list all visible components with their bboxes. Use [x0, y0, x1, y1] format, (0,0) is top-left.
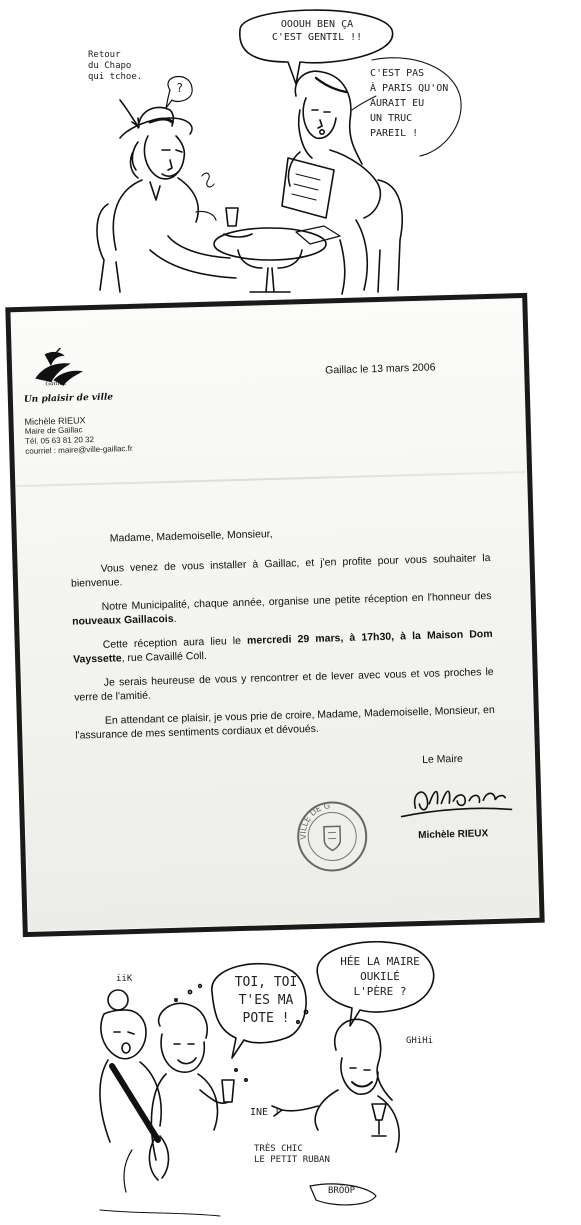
letterhead-email: courriel : maire@ville-gaillac.fr [25, 443, 133, 456]
letter-paragraph-4: Je serais heureuse de vous y rencontrer et de lever avec vous et vos proches le verre de l'amitié. [74, 665, 494, 704]
sfx-wine: INE ! [250, 1107, 281, 1118]
para3-text: Cette réception aura lieu le [102, 634, 248, 651]
para2-end: . [173, 612, 177, 625]
letter-paragraph-3 [73, 628, 494, 667]
top-panel-drawing [0, 0, 581, 300]
caption-line: du Chapo [88, 61, 132, 71]
sfx-iik: iiK [116, 974, 133, 984]
top-comic-panel [0, 0, 581, 300]
para2-text: Notre Municipalité, chaque année, organise une petite réception en l'honneur des [101, 589, 492, 613]
letter-tagline: Un plaisir de ville [23, 392, 114, 405]
caption-line: qui tchoe. [88, 72, 143, 82]
bubble-line: HÉE LA MAIRE [340, 955, 420, 968]
para3-end: , rue Cavaillé Coll. [121, 649, 207, 664]
sfx-brop: BRÔOP [328, 1186, 356, 1196]
para2-bold: nouveaux Gaillacois [71, 612, 174, 628]
speech-bubble-2 [370, 66, 460, 141]
bubble-line: T'ES MA [238, 993, 294, 1008]
bubble-line: C'EST PAS [370, 68, 425, 79]
stamp-text: VILLE DE G [298, 801, 331, 840]
letter-paper [11, 299, 538, 931]
signer-title: Le Maire [421, 752, 464, 766]
letterhead-contact [24, 414, 132, 457]
bubble-line: UN TRUC [370, 113, 413, 124]
handwritten-signature [395, 771, 516, 824]
paper-fold-line [16, 471, 526, 487]
speech-bubble-1 [252, 18, 382, 44]
para3-bold: mercredi 29 mars, à 17h30, à la Maison Dom Vayssette [72, 627, 493, 666]
letter-paragraph-2 [72, 590, 493, 629]
caption-line: LE PETIT RUBAN [254, 1155, 330, 1165]
speech-bubble-toi-toi [226, 974, 306, 1028]
official-seal-icon [293, 797, 371, 875]
photographed-letter [5, 293, 544, 937]
letterhead-phone: Tél. 05 63 81 20 32 [24, 434, 95, 446]
speech-bubble-hee-la-maire [328, 954, 432, 999]
bubble-line: À PARIS QU'ON [370, 83, 449, 94]
letterhead-title: Maire de Gaillac [24, 425, 83, 436]
letter-date: Gaillac le 13 mars 2006 [325, 361, 436, 377]
letterhead-name: Michèle RIEUX [24, 415, 86, 427]
bubble-line: OOOUH BEN ÇA [280, 19, 354, 30]
bottom-comic-panel [0, 930, 581, 1225]
bubble-line: L'PÈRE ? [353, 985, 407, 998]
sfx-giggle: GHiHi [406, 1036, 434, 1046]
caption-line: Retour [88, 50, 121, 60]
bubble-line: OUKILÉ [360, 970, 400, 983]
bubble-line: AURAIT EU [370, 98, 425, 109]
caption-petit-ruban [254, 1144, 330, 1166]
bubble-line: C'EST GENTIL !! [271, 32, 363, 43]
letter-salutation: Madame, Mademoiselle, Monsieur, [109, 528, 273, 545]
caption-line: TRÈS CHIC [254, 1144, 303, 1154]
bubble-line: TOI, TOI [234, 975, 298, 990]
letter-paragraph-5: En attendant ce plaisir, je vous prie de croire, Madame, Mademoiselle, Monsieur, en l'assurance de mes sentiments cordiaux et dévoués. [75, 703, 495, 742]
signer-name: Michèle RIEUX [418, 828, 489, 842]
bubble-line: PAREIL ! [370, 128, 419, 139]
caption-retour-chapo [88, 50, 142, 83]
question-mark-text: ? [176, 81, 184, 95]
logo-word: Gaillac [45, 379, 67, 388]
bubble-line: POTE ! [242, 1011, 290, 1026]
letter-paragraph-1: Vous venez de vous installer à Gaillac, et j'en profite pour vous souhaiter la bienvenue. [70, 551, 491, 590]
